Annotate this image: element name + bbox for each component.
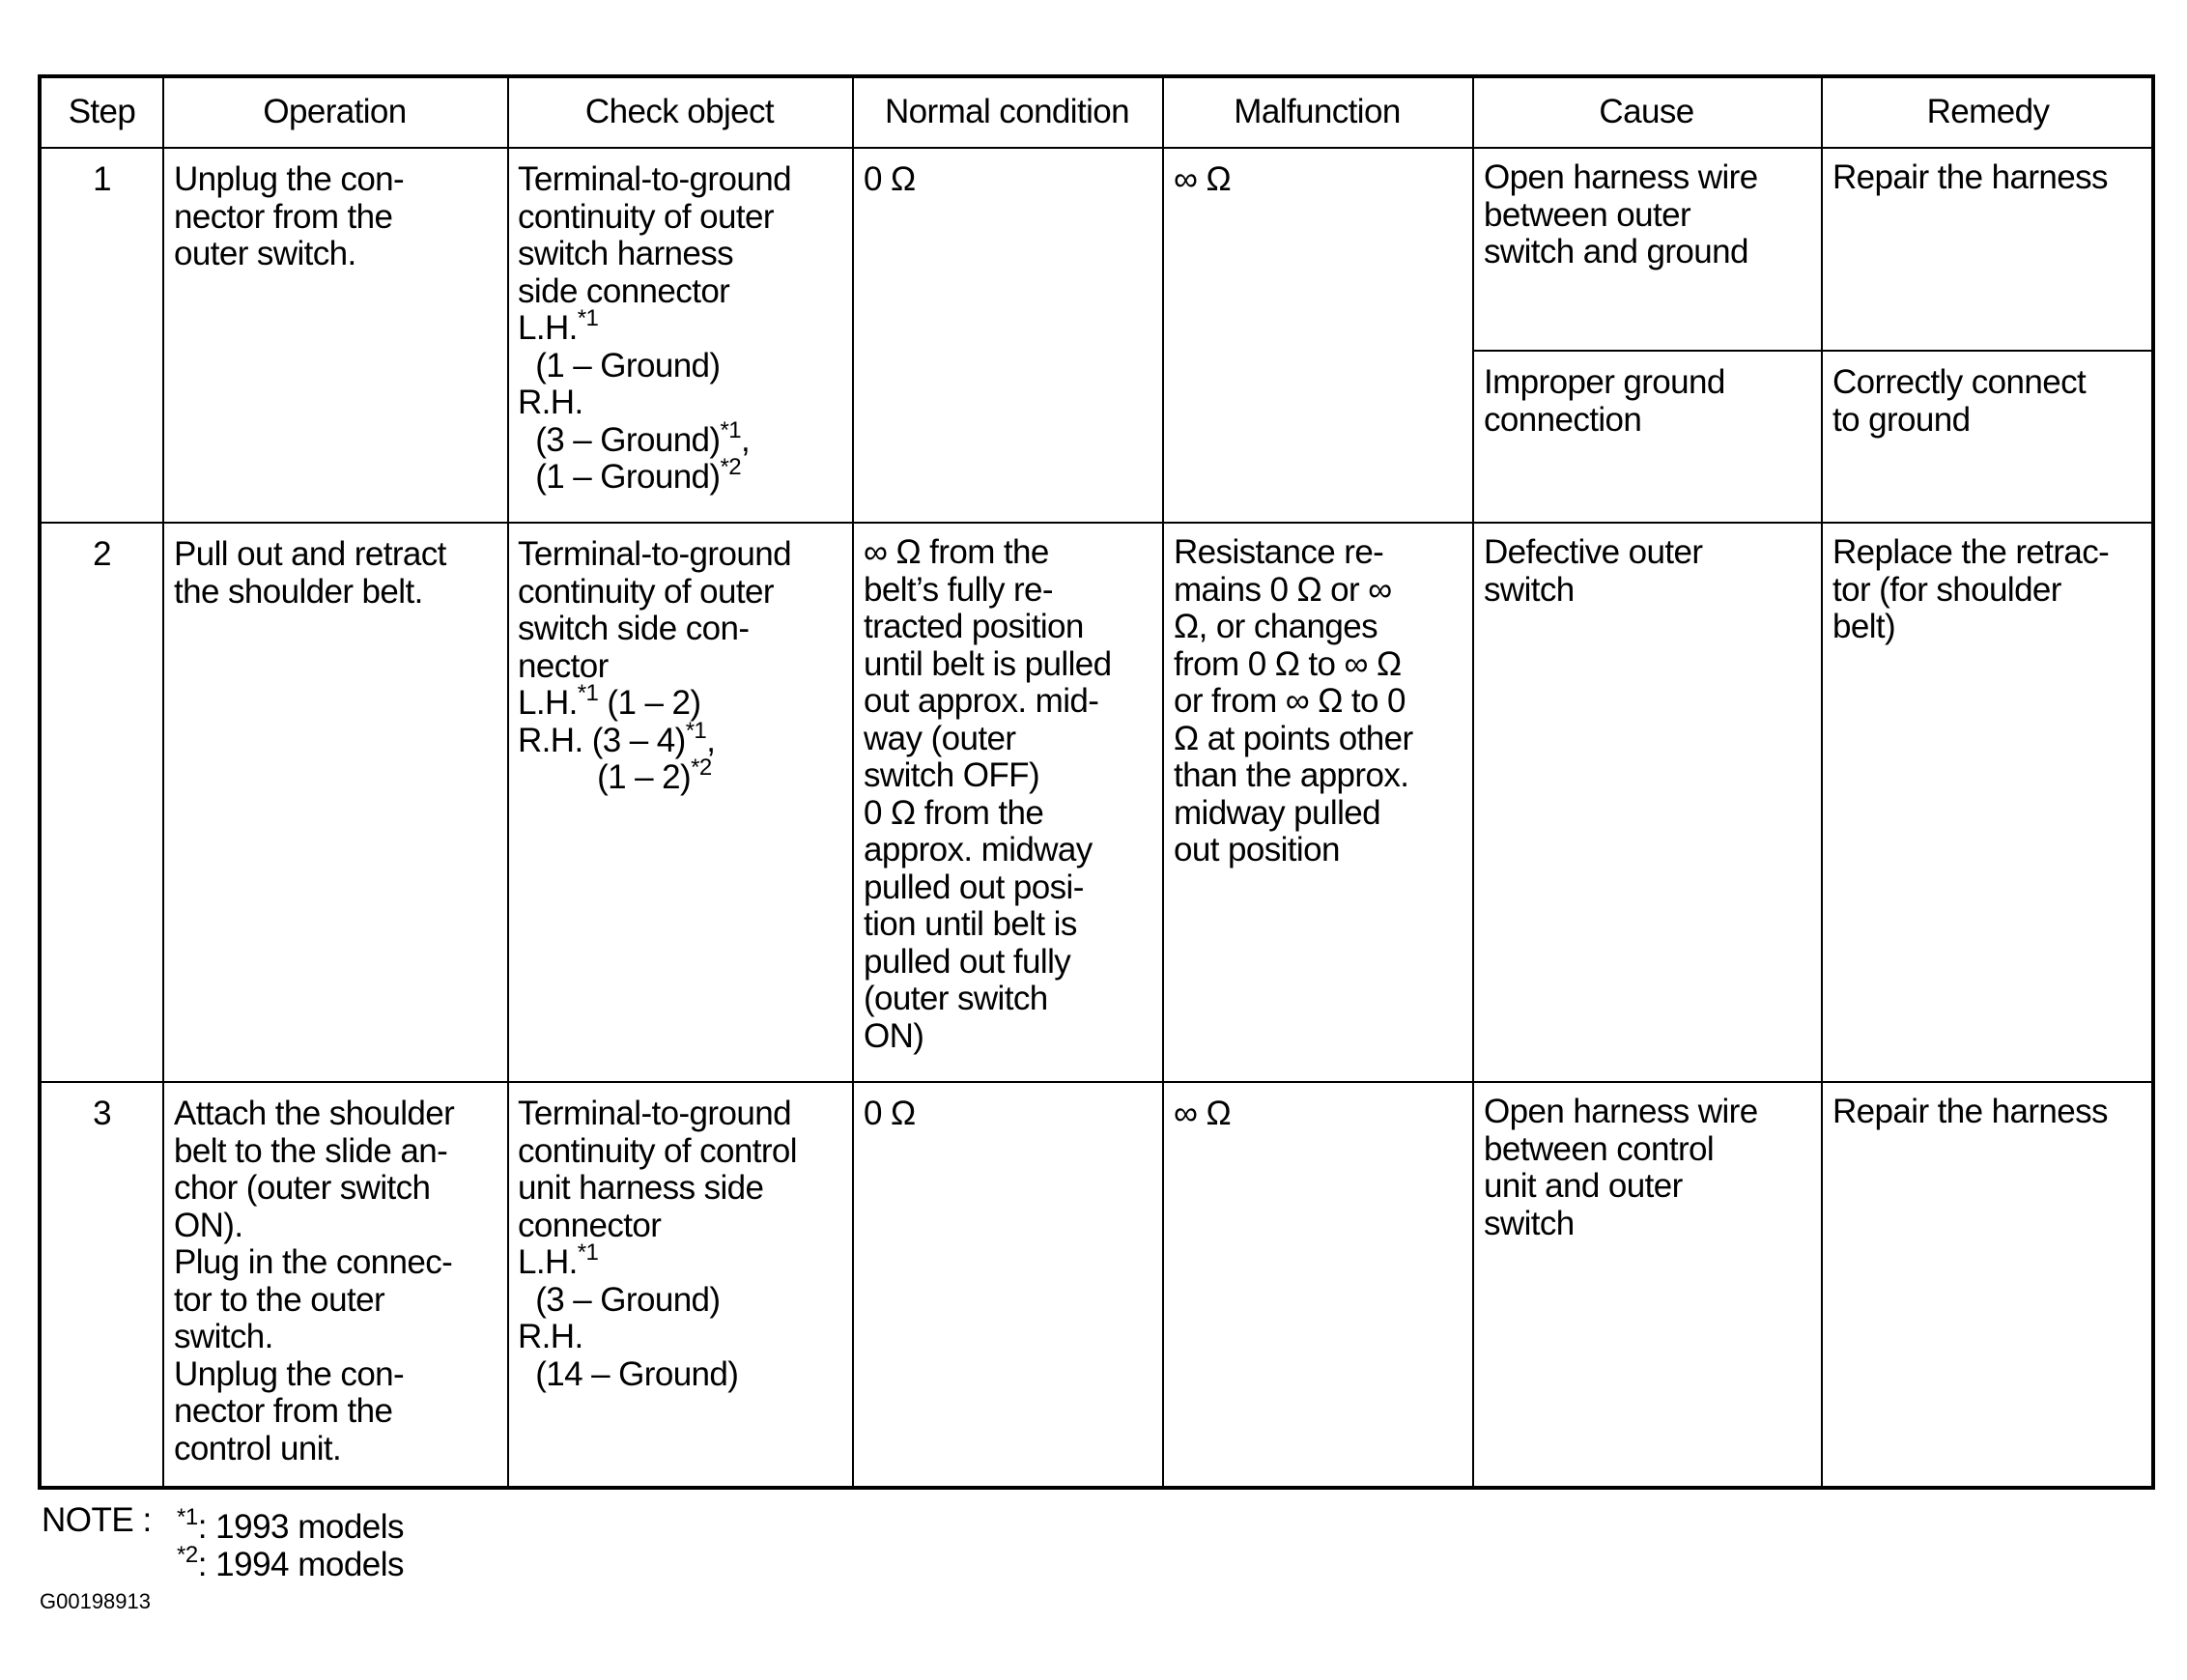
header-check-object: Check object [584, 93, 775, 131]
footnote-marker: *2 [177, 1542, 198, 1568]
footnote-marker: *1 [177, 1504, 198, 1530]
step-number: 1 [93, 160, 111, 198]
check-object-text: , (1 – 2) [597, 721, 716, 796]
header-step: Step [68, 93, 136, 131]
malfunction-cell: ∞ Ω [1174, 160, 1232, 198]
cause-cell: Defective outer switch [1484, 533, 1703, 609]
footnote-marker: *1 [577, 1239, 599, 1266]
column-divider [507, 78, 509, 1486]
row-divider [42, 1081, 2151, 1083]
check-object-text: , (1 – Ground) [535, 420, 751, 496]
header-remedy: Remedy [1926, 93, 2050, 131]
normal-condition-cell: ∞ Ω from the belt’s fully re- tracted position until belt is pulled out approx. mid- way (outer switch OFF) 0 Ω from the approx. midway pulled out posi- tion until belt is pulled out fully (outer switch ON) [864, 533, 1112, 1055]
remedy-cell: Replace the retrac- tor (for shoulder belt) [1832, 533, 2110, 645]
row-divider [1472, 350, 2151, 352]
operation-cell: Attach the shoulder belt to the slide an- chor (outer switch ON). Plug in the connec- tor to the outer switch. Unplug the con- nector from the control unit. [174, 1095, 455, 1467]
note-item [177, 1542, 404, 1588]
cause-cell: Open harness wire between control unit and outer switch [1484, 1093, 1758, 1242]
cause-cell: Open harness wire between outer switch and ground [1484, 158, 1758, 271]
row-divider [42, 522, 2151, 524]
header-normal-condition: Normal condition [884, 93, 1130, 131]
column-divider [1821, 78, 1823, 1486]
footnote-marker: *1 [577, 305, 599, 331]
normal-condition-cell: 0 Ω [864, 160, 916, 198]
operation-cell: Pull out and retract the shoulder belt. [174, 535, 446, 611]
footnote-marker: *2 [720, 454, 741, 480]
column-divider [1162, 78, 1164, 1486]
column-divider [162, 78, 164, 1486]
malfunction-cell: Resistance re- mains 0 Ω or ∞ Ω, or changes from 0 Ω to ∞ Ω or from ∞ Ω to 0 Ω at points other than the approx. midway pulled out position [1174, 533, 1413, 868]
cause-cell: Improper ground connection [1484, 363, 1725, 439]
step-number: 3 [93, 1095, 111, 1132]
figure-code: G00198913 [40, 1589, 151, 1613]
check-object-text: (1 – Ground) R.H. (3 – Ground) [518, 346, 721, 459]
remedy-cell: Repair the harness [1832, 158, 2108, 196]
check-object-cell [518, 1096, 797, 1393]
check-object-cell [518, 161, 791, 497]
footnote-marker: *1 [685, 717, 707, 744]
check-object-text: Terminal-to-ground continuity of outer switch harness side connector L.H. [518, 160, 791, 347]
check-object-cell [518, 536, 791, 797]
row-divider [42, 147, 2151, 149]
footnote-marker: *1 [720, 416, 741, 443]
remedy-cell: Correctly connect to ground [1832, 363, 2087, 439]
check-object-text: (1 – 2) R.H. (3 – 4) [518, 684, 701, 759]
note-text: : 1994 models [197, 1546, 405, 1583]
header-operation: Operation [263, 93, 407, 131]
malfunction-cell: ∞ Ω [1174, 1095, 1232, 1132]
header-cause: Cause [1599, 93, 1694, 131]
check-object-text: Terminal-to-ground continuity of outer switch side con- nector L.H. [518, 535, 791, 722]
check-object-text: Terminal-to-ground continuity of control unit harness side connector L.H. [518, 1095, 797, 1281]
note-label: NOTE : [42, 1501, 152, 1539]
column-divider [1472, 78, 1474, 1486]
check-object-text: (3 – Ground) R.H. (14 – Ground) [518, 1280, 739, 1393]
column-divider [852, 78, 854, 1486]
diagnosis-table [38, 74, 2155, 1490]
note-text: : 1993 models [197, 1508, 405, 1546]
normal-condition-cell: 0 Ω [864, 1095, 916, 1132]
footnote-marker: *1 [577, 680, 599, 706]
footnote-marker: *2 [691, 755, 712, 781]
step-number: 2 [93, 535, 111, 573]
remedy-cell: Repair the harness [1832, 1093, 2108, 1130]
header-malfunction: Malfunction [1234, 93, 1401, 131]
operation-cell: Unplug the con- nector from the outer switch. [174, 160, 405, 272]
